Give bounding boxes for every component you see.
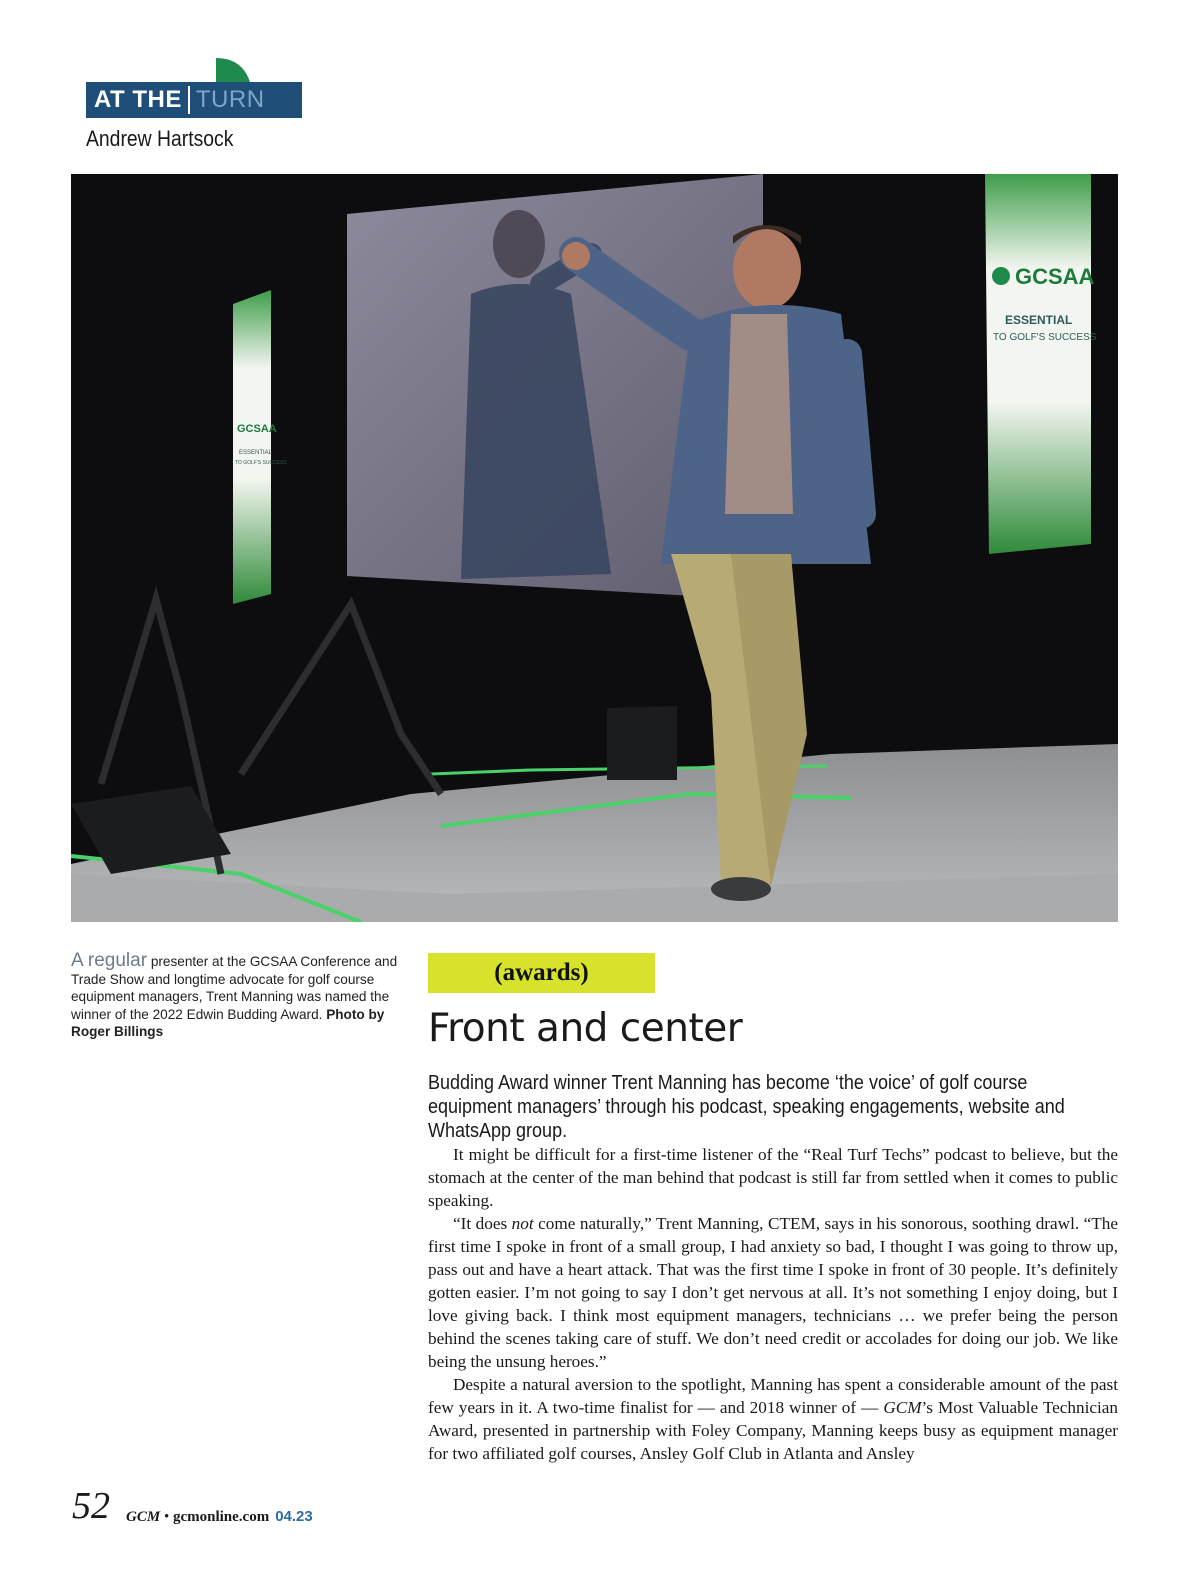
gcsaa-logo-icon xyxy=(992,267,1010,285)
article-dek: Budding Award winner Trent Manning has become ‘the voice’ of golf course equipment managers’ through his podcast, speaking engagements, website and WhatsApp group. xyxy=(428,1072,1065,1142)
flag-icon xyxy=(216,58,250,82)
issue-date: 04.23 xyxy=(275,1508,313,1525)
section-label-left: AT THE xyxy=(94,86,182,113)
section-divider xyxy=(188,86,190,114)
page-number: 52 xyxy=(72,1485,110,1527)
paragraph-text: Despite a natural aversion to the spotlight, Manning has spent a considerable amount of the past few years in it. A two-time finalist for — and 2018 winner of — xyxy=(428,1375,1118,1417)
body-paragraph: It might be difficult for a first-time listener of the “Real Turf Techs” podcast to believe, but the stomach at the center of the man behind that podcast is still far from settled when it comes to public speaking. xyxy=(428,1145,1118,1210)
left-banner xyxy=(233,290,271,604)
publication-italic: GCM xyxy=(883,1398,922,1417)
photo-credit: Photo by Roger Billings xyxy=(71,1006,385,1039)
banner-brand: GCSAA xyxy=(1015,264,1095,289)
website-link[interactable]: gcmonline.com xyxy=(172,1509,270,1525)
publication-name: GCM xyxy=(126,1509,161,1525)
category-tag xyxy=(428,953,655,993)
caption-text: presenter at the GCSAA Conference and Trade Show and longtime advocate for golf course equipment managers, Trent Manning was named the winner of the 2022 Edwin Budding Award. xyxy=(71,954,398,1022)
article-body xyxy=(428,1143,1118,1465)
stage-illustration xyxy=(71,174,1118,922)
body-paragraph xyxy=(428,1373,1118,1465)
photo-caption xyxy=(71,952,403,1041)
right-banner xyxy=(985,174,1091,554)
article-headline: Front and center xyxy=(428,1006,743,1051)
section-label-right: TURN xyxy=(195,86,265,113)
body-paragraph xyxy=(428,1212,1118,1373)
page-footer xyxy=(126,1508,313,1526)
small-banner-tagline: ESSENTIAL xyxy=(239,450,273,456)
category-tag-label: (awards) xyxy=(494,959,589,986)
article-photo xyxy=(71,174,1118,922)
author-name: Andrew Hartsock xyxy=(86,126,234,151)
paragraph-text: come naturally,” Trent Manning, CTEM, says in his sonorous, soothing drawl. “The first time I spoke in front of a small group, I had anxiety so bad, I thought I was going to throw up, pass out and have a heart attack. That was the first time I spoke in front of 30 people. It’s definitely gotten easier. I’m not going to say I don’t get nervous at all. It’s not something I enjoy doing, but I love giving back. I think most equipment managers, technicians … we prefer being the person behind the scenes taking care of stuff. We don’t need credit or accolades for doing our job. We like being the unsung heroes.” xyxy=(428,1214,1119,1371)
small-banner-brand: GCSAA xyxy=(237,423,277,435)
caption-lead: A regular xyxy=(71,950,148,971)
paragraph-text: “It does xyxy=(453,1214,512,1233)
footer-separator: • xyxy=(160,1509,173,1525)
banner-tagline-1: ESSENTIAL xyxy=(1005,313,1073,327)
stage-monitor-right xyxy=(607,706,677,780)
section-bar xyxy=(86,82,302,118)
banner-tagline-2: TO GOLF'S SUCCESS xyxy=(993,332,1097,343)
emphasis-text: not xyxy=(511,1214,534,1233)
paragraph-text: ’s Most Valuable Technician Award, presented in partnership with Foley Company, Manning keeps busy as equipment manager for two affiliated golf courses, Ansley Golf Club in Atlanta and Ansley xyxy=(428,1398,1118,1463)
small-banner-tagline-2: TO GOLF'S SUCCESS xyxy=(235,460,287,466)
section-logo xyxy=(86,58,302,120)
